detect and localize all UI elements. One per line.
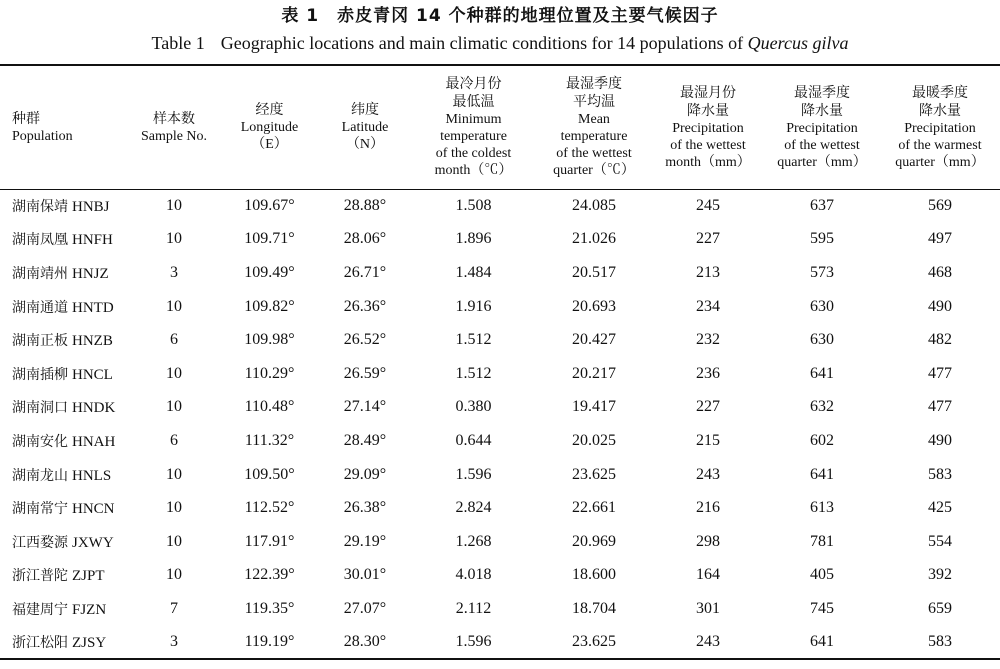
precip-month-cell: 164 (696, 566, 720, 584)
longitude-cell: 112.52° (244, 499, 295, 517)
population-name: 浙江松阳 (12, 635, 68, 652)
sample-no-cell: 10 (166, 499, 182, 517)
mean-temp-cell: 20.427 (572, 331, 616, 349)
longitude-cell: 110.48° (244, 398, 295, 416)
header-en-text: Mean (578, 112, 610, 128)
sample-no-cell: 10 (166, 532, 182, 550)
longitude-cell: 109.98° (244, 331, 295, 349)
header-en-text: temperature (440, 129, 507, 145)
longitude-cell: 119.19° (220, 626, 319, 660)
min-temp-cell: 1.916 (455, 297, 492, 315)
precip-wet-quarter-cell: 641 (764, 626, 880, 660)
precip-wet-quarter-cell: 637 (810, 197, 834, 215)
header-en-text: of the warmest (898, 137, 982, 153)
table-row (0, 323, 1000, 357)
mean-temp-cell: 20.217 (572, 364, 616, 382)
precip-warm-quarter-cell: 554 (928, 532, 952, 550)
precip-wet-quarter-cell: 745 (810, 599, 834, 617)
latitude-cell: 26.52° (343, 331, 387, 349)
latitude-cell: 30.01° (343, 566, 387, 584)
population-cell (0, 491, 128, 525)
population-cell (0, 525, 128, 559)
climate-table (0, 64, 1000, 660)
header-sample-no (128, 65, 220, 189)
precip-wet-quarter-cell: 573 (810, 263, 834, 281)
header-latitude (319, 65, 411, 189)
min-temp-cell: 1.596 (455, 465, 492, 483)
sample-no-cell: 10 (166, 566, 182, 584)
table-row (0, 559, 1000, 593)
precip-month-cell: 227 (696, 230, 720, 248)
precip-wet-quarter-cell: 630 (810, 297, 834, 315)
mean-temp-cell: 20.517 (572, 263, 616, 281)
longitude-cell: 109.82° (244, 297, 295, 315)
population-name: 湖南保靖 (12, 199, 68, 216)
table-title-zh: 表 1 赤皮青冈 14 个种群的地理位置及主要气候因子 (281, 6, 719, 26)
longitude-cell: 119.35° (244, 599, 295, 617)
population-cell (0, 256, 128, 290)
header-en-text: temperature (560, 129, 628, 145)
longitude-cell: 109.67° (244, 197, 295, 215)
mean-temp-cell: 22.661 (572, 499, 616, 517)
header-zh-text: 最低温 (452, 94, 495, 111)
header-en-text: Sample No. (140, 128, 208, 144)
population-cell (0, 559, 128, 593)
population-code: HNCL (72, 366, 113, 383)
header-en-text: of the coldest (435, 146, 512, 162)
min-temp-cell: 1.896 (455, 230, 492, 248)
precip-wet-quarter-cell: 595 (810, 230, 834, 248)
mean-temp-cell: 19.417 (572, 398, 616, 416)
header-zh-text: 最湿月份 (680, 84, 736, 101)
min-temp-cell: 1.268 (455, 532, 492, 550)
population-cell (0, 592, 128, 626)
mean-temp-cell: 18.704 (572, 599, 616, 617)
mean-temp-cell: 20.969 (572, 532, 616, 550)
table-row (0, 491, 1000, 525)
latitude-cell: 28.49° (343, 431, 387, 449)
header-en-text: of the wettest (784, 137, 860, 153)
latitude-cell: 28.88° (343, 197, 387, 215)
population-name: 湖南靖州 (12, 265, 68, 282)
population-name: 湖南凤凰 (12, 232, 68, 249)
population-name: 湖南正板 (12, 333, 68, 350)
header-precip-wettest-month (652, 65, 764, 189)
precip-month-cell: 245 (696, 197, 720, 215)
header-mean-temp-wettest-quarter (536, 65, 652, 189)
header-en-text: Precipitation (786, 120, 858, 136)
population-code: HNTD (72, 299, 114, 316)
population-name: 湖南插柳 (12, 366, 68, 383)
population-cell (0, 458, 128, 492)
precip-month-cell: 298 (696, 532, 720, 550)
population-cell (0, 626, 128, 660)
precip-month-cell: 243 (652, 626, 764, 660)
header-en-text: Population (12, 128, 73, 144)
population-code: HNCN (72, 501, 115, 518)
precip-wet-quarter-cell: 632 (810, 398, 834, 416)
header-en-text: quarter（℃） (553, 163, 635, 179)
precip-month-cell: 234 (696, 297, 720, 315)
latitude-cell: 29.19° (343, 532, 387, 550)
table-label: Table 1 (151, 33, 205, 53)
population-name: 湖南洞口 (12, 400, 68, 417)
table-caption: Geographic locations and main climatic conditions for 14 populations of (220, 33, 744, 53)
precip-warm-quarter-cell: 468 (928, 263, 952, 281)
header-en-text: of the wettest (670, 137, 746, 153)
header-en-text: of the wettest (556, 146, 632, 162)
table-row (0, 458, 1000, 492)
precip-warm-quarter-cell: 482 (928, 331, 952, 349)
population-name: 湖南龙山 (12, 467, 68, 484)
mean-temp-cell: 20.693 (572, 297, 616, 315)
min-temp-cell: 0.644 (455, 431, 492, 449)
sample-no-cell: 10 (166, 364, 182, 382)
header-min-temp-coldest-month (411, 65, 536, 189)
precip-warm-quarter-cell: 659 (928, 599, 952, 617)
precip-warm-quarter-cell: 392 (928, 566, 952, 584)
table-row (0, 290, 1000, 324)
population-cell (0, 424, 128, 458)
precip-wet-quarter-cell: 405 (810, 566, 834, 584)
population-code: FJZN (72, 601, 107, 618)
mean-temp-cell: 24.085 (572, 197, 616, 215)
header-zh-text: 最冷月份 (445, 76, 502, 93)
precip-month-cell: 216 (696, 499, 720, 517)
precip-warm-quarter-cell: 490 (928, 297, 952, 315)
population-code: HNDK (72, 400, 116, 417)
header-zh-text: 样本数 (153, 110, 195, 127)
precip-wet-quarter-cell: 641 (810, 364, 834, 382)
header-zh-text: 纬度 (351, 102, 379, 119)
population-name: 湖南常宁 (12, 501, 68, 518)
sample-no-cell: 7 (170, 599, 178, 617)
min-temp-cell: 1.512 (455, 364, 492, 382)
header-en-text: （E） (251, 137, 288, 153)
header-zh-text: 降水量 (919, 102, 961, 119)
min-temp-cell: 0.380 (455, 398, 492, 416)
sample-no-cell: 10 (166, 297, 182, 315)
latitude-cell: 27.07° (343, 599, 387, 617)
precip-warm-quarter-cell: 477 (928, 364, 952, 382)
header-en-text: quarter（mm） (895, 154, 985, 170)
precip-warm-quarter-cell: 425 (928, 499, 952, 517)
mean-temp-cell: 20.025 (572, 431, 616, 449)
table-row (0, 424, 1000, 458)
population-name: 浙江普陀 (12, 568, 68, 585)
longitude-cell: 111.32° (244, 431, 295, 449)
longitude-cell: 122.39° (244, 566, 295, 584)
population-code: HNZB (72, 333, 113, 350)
precip-wet-quarter-cell: 602 (810, 431, 834, 449)
mean-temp-cell: 21.026 (572, 230, 616, 248)
table-row (0, 357, 1000, 391)
header-zh-text: 降水量 (801, 102, 843, 119)
min-temp-cell: 1.484 (455, 263, 492, 281)
population-cell (0, 223, 128, 257)
precip-warm-quarter-cell: 583 (928, 465, 952, 483)
sample-no-cell: 10 (166, 398, 182, 416)
population-name: 江西婺源 (12, 534, 68, 551)
population-code: ZJSY (72, 635, 107, 652)
latitude-cell: 26.71° (343, 263, 387, 281)
precip-wet-quarter-cell: 781 (810, 532, 834, 550)
min-temp-cell: 1.512 (455, 331, 492, 349)
min-temp-cell: 1.508 (455, 197, 492, 215)
sample-no-cell: 6 (170, 331, 178, 349)
table-row (0, 189, 1000, 223)
mean-temp-cell: 18.600 (572, 566, 616, 584)
population-cell (0, 391, 128, 425)
min-temp-cell: 4.018 (455, 566, 492, 584)
table-row (0, 391, 1000, 425)
min-temp-cell: 2.112 (455, 599, 492, 617)
sample-no-cell: 10 (166, 230, 182, 248)
header-en-text: month（mm） (665, 154, 751, 170)
header-zh-text: 平均温 (573, 94, 615, 111)
population-cell (0, 357, 128, 391)
population-name: 湖南安化 (12, 433, 68, 450)
sample-no-cell: 10 (166, 465, 182, 483)
precip-warm-quarter-cell: 497 (928, 230, 952, 248)
header-en-text: quarter（mm） (777, 154, 867, 170)
precip-month-cell: 215 (696, 431, 720, 449)
precip-warm-quarter-cell: 477 (928, 398, 952, 416)
population-cell (0, 290, 128, 324)
population-code: HNLS (72, 467, 112, 484)
sample-no-cell: 6 (170, 431, 178, 449)
min-temp-cell: 2.824 (455, 499, 492, 517)
mean-temp-cell: 23.625 (536, 626, 652, 660)
precip-month-cell: 227 (696, 398, 720, 416)
population-code: JXWY (72, 534, 114, 551)
population-code: HNAH (72, 433, 116, 450)
sample-no-cell: 10 (166, 197, 182, 215)
population-cell (0, 323, 128, 357)
precip-month-cell: 301 (696, 599, 720, 617)
latitude-cell: 27.14° (343, 398, 387, 416)
sample-no-cell: 3 (128, 626, 220, 660)
table-row (0, 256, 1000, 290)
precip-wet-quarter-cell: 641 (810, 465, 834, 483)
header-zh-text: 种群 (12, 110, 40, 127)
header-en-text: Latitude (341, 120, 389, 136)
precip-wet-quarter-cell: 613 (810, 499, 834, 517)
population-name: 福建周宁 (12, 601, 68, 618)
population-code: ZJPT (72, 568, 105, 585)
header-population (0, 65, 128, 189)
table-row (0, 626, 1000, 660)
latitude-cell: 26.59° (343, 364, 387, 382)
min-temp-cell: 1.596 (411, 626, 536, 660)
sample-no-cell: 3 (170, 263, 178, 281)
population-name: 湖南通道 (12, 299, 68, 316)
precip-month-cell: 236 (696, 364, 720, 382)
longitude-cell: 110.29° (244, 364, 295, 382)
header-row (0, 65, 1000, 189)
header-en-text: Longitude (240, 120, 299, 136)
latitude-cell: 26.38° (343, 499, 387, 517)
precip-warm-quarter-cell: 583 (880, 626, 1000, 660)
population-code: HNBJ (72, 199, 110, 216)
header-precip-wettest-quarter (764, 65, 880, 189)
table-row (0, 223, 1000, 257)
mean-temp-cell: 23.625 (572, 465, 616, 483)
header-en-text: month（℃） (434, 163, 513, 179)
longitude-cell: 117.91° (244, 532, 295, 550)
latitude-cell: 28.30° (319, 626, 411, 660)
precip-wet-quarter-cell: 630 (810, 331, 834, 349)
precip-month-cell: 213 (696, 263, 720, 281)
header-zh-text: 最暖季度 (912, 84, 968, 101)
population-code: HNJZ (72, 265, 109, 282)
precip-warm-quarter-cell: 569 (928, 197, 952, 215)
header-en-text: （N） (345, 137, 385, 153)
latitude-cell: 28.06° (343, 230, 387, 248)
longitude-cell: 109.71° (244, 230, 295, 248)
table-body (0, 189, 1000, 659)
species-name: Quercus gilva (747, 33, 849, 53)
precip-month-cell: 232 (696, 331, 720, 349)
table-title-en (0, 31, 1000, 55)
precip-warm-quarter-cell: 490 (928, 431, 952, 449)
header-en-text: Minimum (445, 112, 502, 128)
longitude-cell: 109.50° (244, 465, 295, 483)
header-en-text: Precipitation (672, 120, 744, 136)
table-row (0, 525, 1000, 559)
header-en-text: Precipitation (904, 120, 976, 136)
header-zh-text: 经度 (255, 102, 284, 119)
header-longitude (220, 65, 319, 189)
header-zh-text: 最湿季度 (566, 76, 622, 93)
precip-month-cell: 243 (696, 465, 720, 483)
population-code: HNFH (72, 232, 113, 249)
latitude-cell: 26.36° (343, 297, 387, 315)
header-zh-text: 降水量 (687, 102, 729, 119)
latitude-cell: 29.09° (343, 465, 387, 483)
header-zh-text: 最湿季度 (794, 84, 850, 101)
longitude-cell: 109.49° (244, 263, 295, 281)
header-precip-warmest-quarter (880, 65, 1000, 189)
table-row (0, 592, 1000, 626)
population-cell (0, 189, 128, 223)
